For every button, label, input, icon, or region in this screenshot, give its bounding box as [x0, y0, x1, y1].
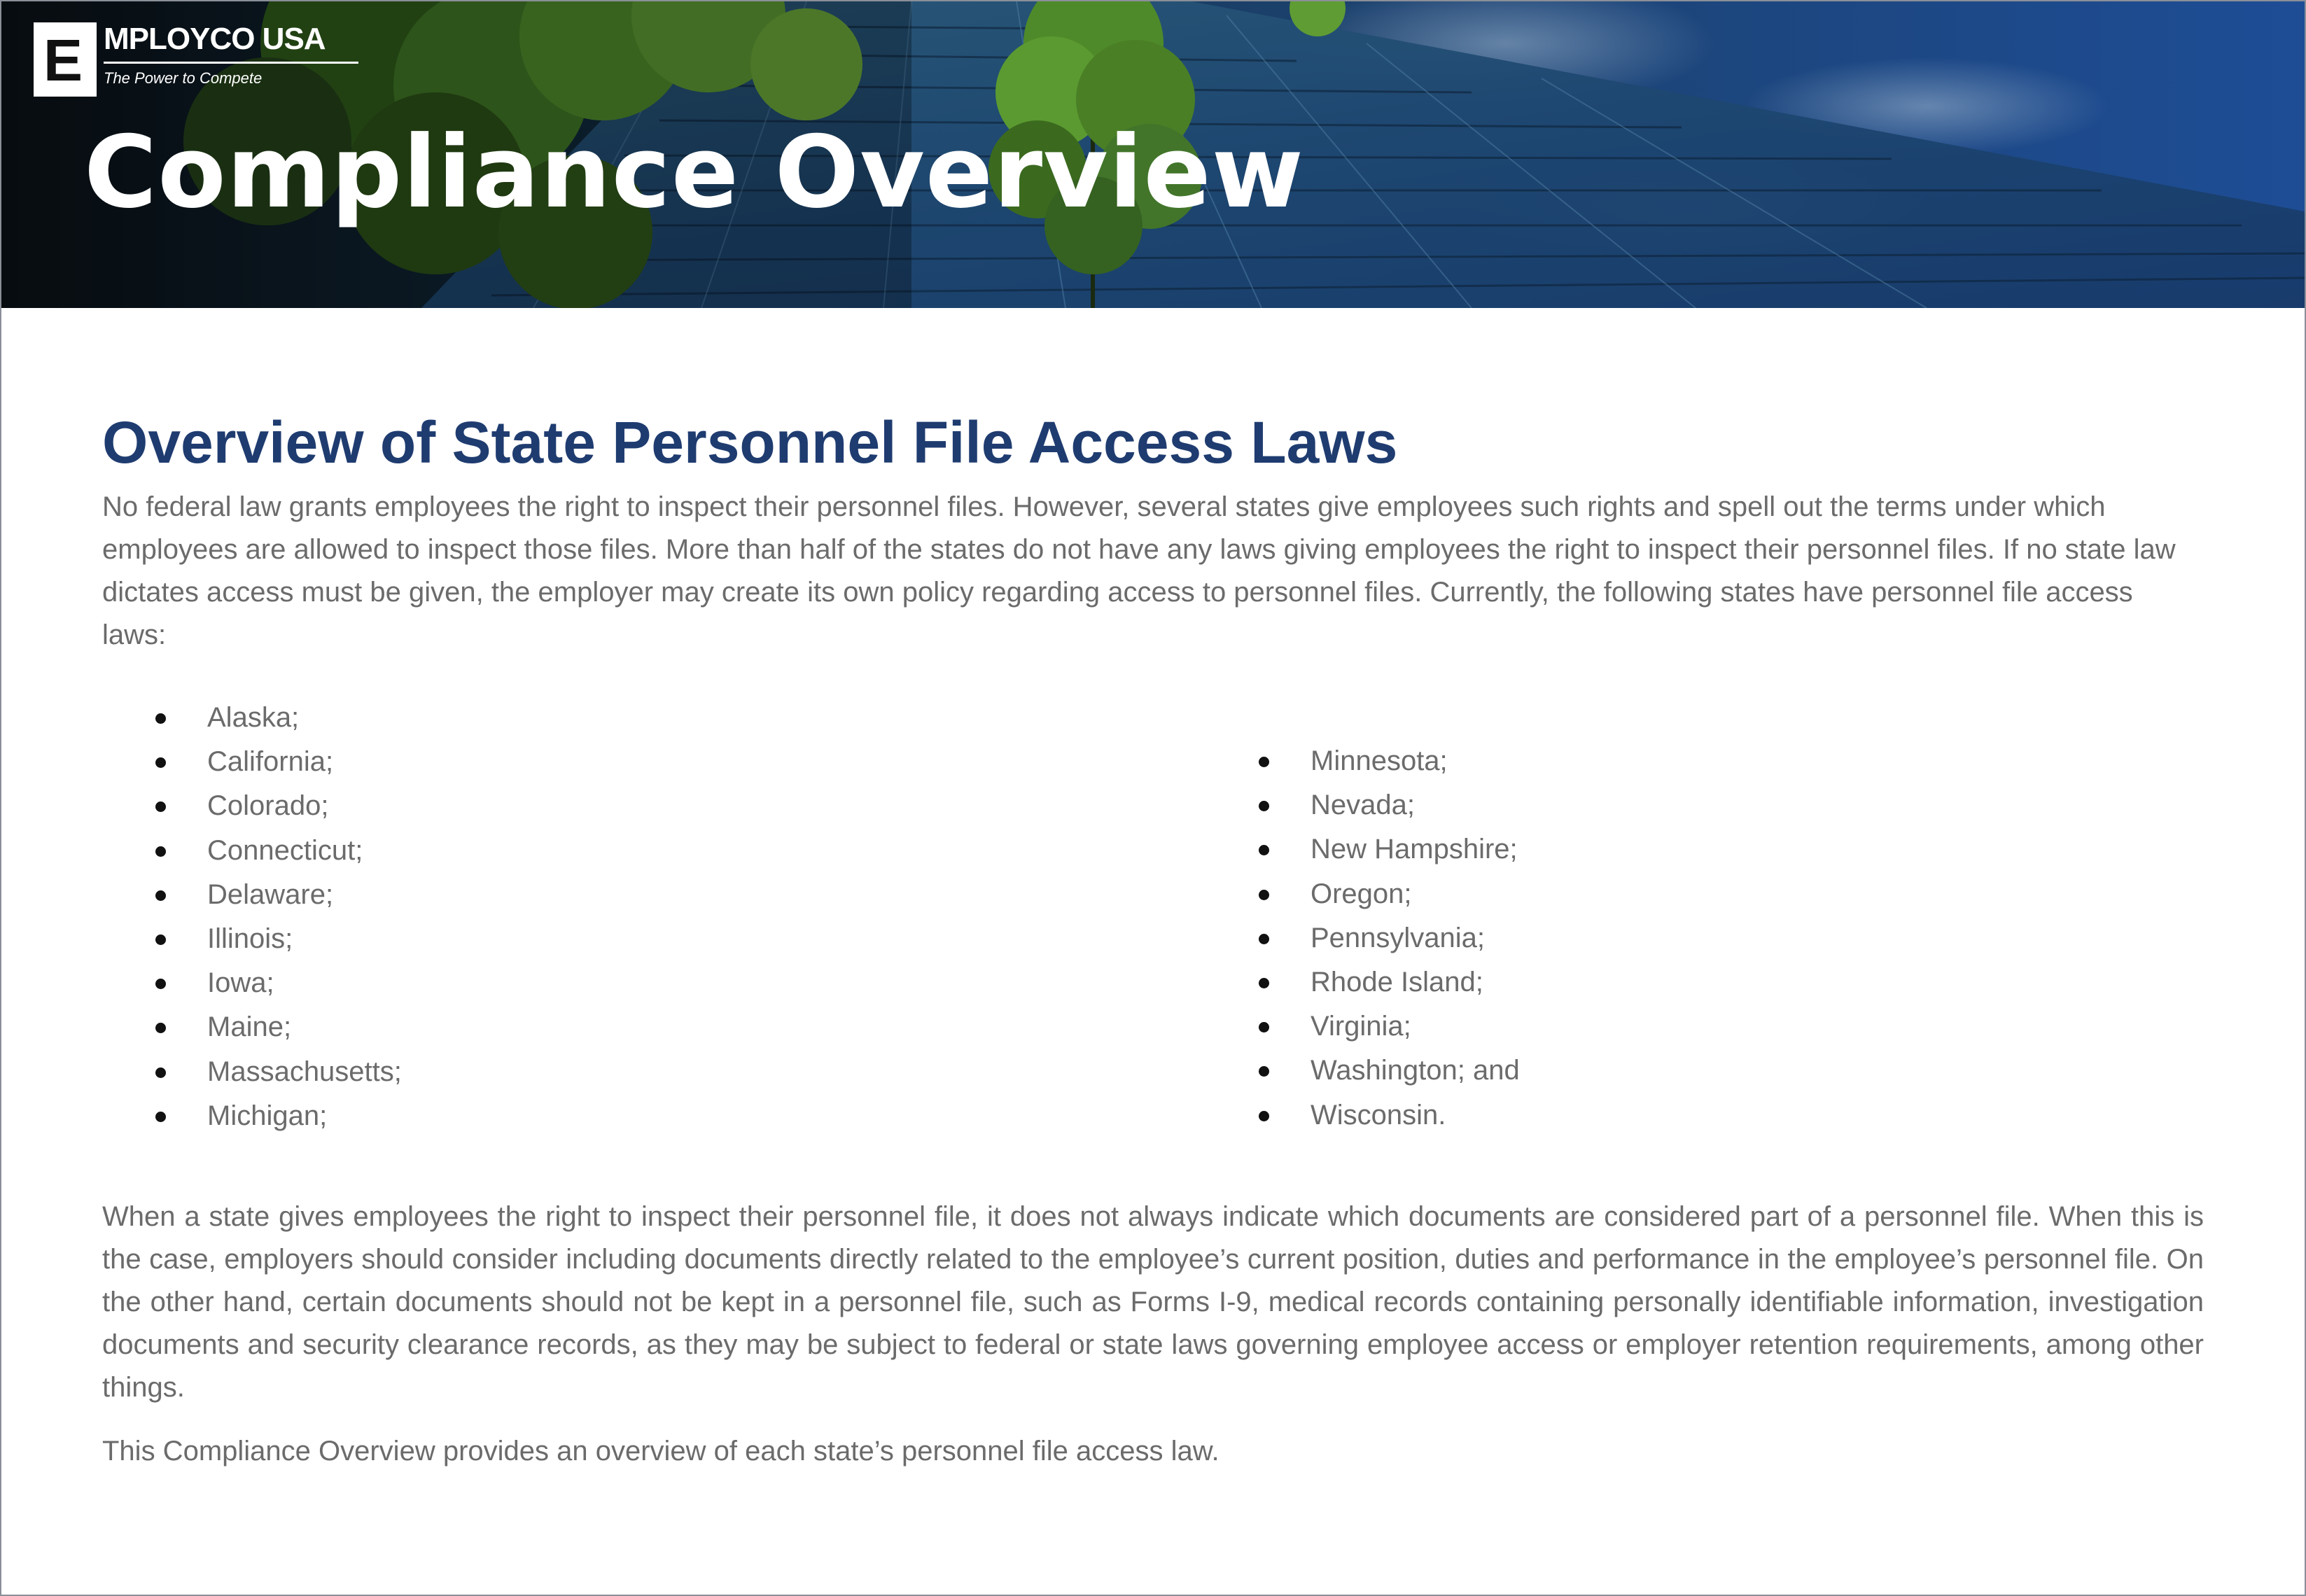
bullet-icon [1259, 934, 1269, 944]
bullet-icon [155, 890, 166, 901]
bullet-icon [1259, 1022, 1269, 1032]
state-name: Minnesota; [1311, 746, 1448, 776]
logo-tagline: The Power to Compete [104, 69, 263, 87]
state-name: Massachusetts; [207, 1056, 402, 1087]
list-item [102, 873, 402, 917]
state-name: Washington; and [1311, 1055, 1520, 1086]
bullet-icon [1259, 845, 1269, 855]
state-name: Delaware; [207, 878, 334, 910]
bullet-icon [155, 1068, 166, 1078]
list-item [102, 1050, 402, 1094]
bullet-icon [155, 979, 166, 989]
bullet-icon [1259, 1111, 1269, 1121]
state-list-right [1206, 739, 1520, 1138]
bullet-icon [1259, 1066, 1269, 1077]
list-item [1206, 1093, 1520, 1138]
state-name: Pennsylvania; [1311, 922, 1486, 953]
state-name: Colorado; [207, 790, 329, 822]
document-body [102, 400, 2204, 1473]
bullet-icon [155, 757, 166, 768]
list-item [1206, 827, 1520, 872]
logo-name: MPLOYCO USA [104, 22, 326, 56]
bullet-icon [1259, 890, 1269, 900]
state-name: Oregon; [1311, 878, 1412, 909]
list-item [1206, 1049, 1520, 1093]
list-item [1206, 783, 1520, 827]
list-item [102, 1005, 402, 1049]
list-item [102, 740, 402, 784]
list-item [102, 784, 402, 828]
list-item [1206, 916, 1520, 960]
bullet-icon [155, 934, 166, 945]
bullet-icon [1259, 757, 1269, 767]
state-name: Maine; [207, 1011, 292, 1043]
list-item [1206, 960, 1520, 1004]
logo-divider [104, 62, 358, 64]
intro-paragraph: No federal law grants employees the right to inspect their personnel files. However, several states give employees such rights and spell out the terms under which employees are allowed to inspect those files. More than half of the states do not have any laws giving employees the right to inspect their personnel files. If no state law dictates access must be given, the employer may create its own policy regarding access to personnel files. Currently, the following states have personnel file access laws: [102, 491, 2176, 650]
logo-mark [34, 22, 97, 97]
state-name: Nevada; [1311, 790, 1415, 821]
state-lists [102, 696, 2204, 1144]
list-item [1206, 739, 1520, 783]
list-item [102, 917, 402, 961]
list-item [1206, 872, 1520, 916]
state-name: Connecticut; [207, 834, 363, 866]
document-heading: Overview of State Personnel File Access Laws [102, 410, 1398, 475]
bullet-icon [155, 1112, 166, 1122]
state-name: Illinois; [207, 923, 293, 954]
state-name: California; [207, 746, 334, 778]
bullet-icon [155, 802, 166, 812]
state-name: Iowa; [207, 967, 274, 999]
list-item [102, 1094, 402, 1138]
banner-title: Compliance Overview [84, 115, 1304, 230]
body-paragraph: When a state gives employees the right to inspect their personnel file, it does not always indicate which documents are considered part of a personnel file. When this is the case, employers should consider including documents directly related to the employee’s current position, duties and performance in the employee’s personnel file. On the other hand, certain documents should not be kept in a personnel file, such as Forms I-9, medical records containing personally identifiable information, investigation documents and security clearance records, as they may be subject to federal or state laws governing employee access or employer retention requirements, among other things. [102, 1201, 2204, 1403]
list-item [102, 829, 402, 873]
bullet-icon [155, 1023, 166, 1033]
list-item [102, 961, 402, 1005]
bullet-icon [1259, 801, 1269, 811]
header-banner [1, 1, 2305, 308]
state-name: Wisconsin. [1311, 1099, 1446, 1130]
state-name: Virginia; [1311, 1011, 1411, 1042]
bullet-icon [1259, 978, 1269, 988]
list-item [1206, 1004, 1520, 1049]
state-name: Alaska; [207, 702, 300, 733]
bullet-icon [155, 713, 166, 724]
state-name: Michigan; [207, 1100, 328, 1131]
bullet-icon [155, 846, 166, 857]
state-list-left [102, 696, 402, 1138]
list-item [102, 696, 402, 740]
state-name: New Hampshire; [1311, 834, 1518, 865]
logo-letter: E [43, 27, 83, 93]
closing-paragraph: This Compliance Overview provides an overview of each state’s personnel file access law. [102, 1436, 1220, 1466]
state-name: Rhode Island; [1311, 966, 1483, 997]
